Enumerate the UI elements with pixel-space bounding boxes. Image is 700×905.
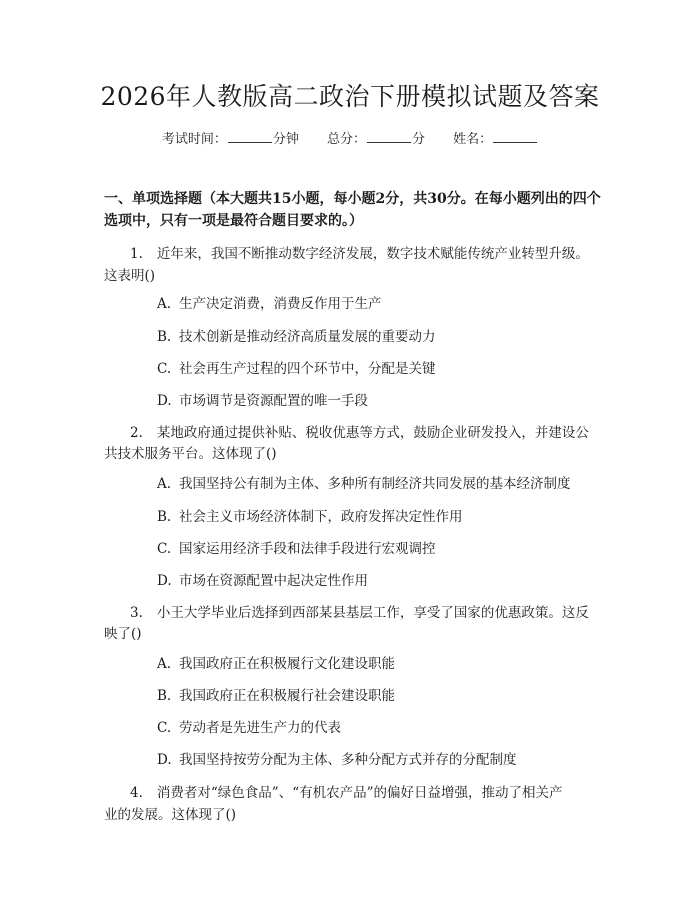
question-number: 1. <box>130 246 143 262</box>
question-1-stem-line1 <box>104 243 604 265</box>
question-2-stem-line1 <box>104 422 604 444</box>
page-title: 2026年人教版高二政治下册模拟试题及答案 <box>100 82 600 111</box>
time-blank <box>228 129 272 143</box>
question-number: 3. <box>130 605 143 621</box>
option-text: 技术创新是推动经济高质量发展的重要动力 <box>179 329 436 345</box>
question-2-stem-line2: 共技术服务平台。这体现了() <box>104 446 277 462</box>
question-2-option-c <box>157 538 607 560</box>
question-2-option-a <box>157 473 607 495</box>
option-letter: A. <box>157 656 172 672</box>
score-label: 总分： <box>326 132 366 147</box>
total-score-field <box>327 129 425 151</box>
option-letter: D. <box>157 393 172 409</box>
option-text: 我国政府正在积极履行文化建设职能 <box>179 656 395 672</box>
option-letter: C. <box>157 541 172 557</box>
question-3-option-c <box>157 717 607 739</box>
name-label: 姓名： <box>453 132 493 147</box>
question-4-stem-line2: 业的发展。这体现了() <box>104 807 237 823</box>
option-letter: C. <box>157 720 172 736</box>
question-1-option-d <box>157 390 607 412</box>
question-3-option-a <box>157 653 607 675</box>
question-stem: 近年来，我国不断推动数字经济发展，数字技术赋能传统产业转型升级。 <box>156 246 589 262</box>
option-text: 我国政府正在积极履行社会建设职能 <box>179 688 395 704</box>
question-2-option-b <box>157 506 607 528</box>
question-1-option-a <box>157 293 607 315</box>
question-2-option-d <box>157 570 607 592</box>
option-text: 我国坚持按劳分配为主体、多种分配方式并存的分配制度 <box>179 752 517 768</box>
question-3-option-d <box>157 749 607 771</box>
option-letter: B. <box>157 688 172 704</box>
score-unit: 分 <box>412 132 426 147</box>
question-4-stem-line1 <box>104 782 604 804</box>
question-1-option-b <box>157 326 607 348</box>
score-blank <box>367 129 411 143</box>
option-letter: B. <box>157 329 172 345</box>
exam-time-field <box>162 129 299 151</box>
option-text: 我国坚持公有制为主体、多种所有制经济共同发展的基本经济制度 <box>179 476 571 492</box>
option-text: 社会再生产过程的四个环节中，分配是关键 <box>179 361 436 377</box>
exam-meta <box>0 129 700 151</box>
time-unit: 分钟 <box>272 132 299 147</box>
option-letter: A. <box>157 296 172 312</box>
time-label: 考试时间： <box>161 132 227 147</box>
option-letter: D. <box>157 573 172 589</box>
option-text: 劳动者是先进生产力的代表 <box>179 720 341 736</box>
question-number: 4. <box>130 785 143 801</box>
question-3-option-b <box>157 685 607 707</box>
name-field <box>453 129 538 151</box>
option-text: 生产决定消费，消费反作用于生产 <box>179 296 382 312</box>
question-3-stem-line2: 映了() <box>104 626 142 642</box>
question-stem: 某地政府通过提供补贴、税收优惠等方式，鼓励企业研发投入，并建设公 <box>156 425 589 441</box>
option-text: 国家运用经济手段和法律手段进行宏观调控 <box>179 541 436 557</box>
question-1-stem-line2: 这表明() <box>104 268 156 284</box>
option-text: 市场调节是资源配置的唯一手段 <box>179 393 368 409</box>
question-1-option-c <box>157 358 607 380</box>
option-letter: B. <box>157 509 172 525</box>
name-blank <box>493 129 537 143</box>
option-letter: C. <box>157 361 172 377</box>
section-heading: 一、单项选择题（本大题共15小题，每小题2分，共30分。在每小题列出的四个选项中，只有一项是最符合题目要求的。） <box>104 191 601 229</box>
option-letter: A. <box>157 476 172 492</box>
option-text: 市场在资源配置中起决定性作用 <box>179 573 368 589</box>
question-number: 2. <box>130 425 143 441</box>
question-3-stem-line1 <box>104 602 604 624</box>
option-letter: D. <box>157 752 172 768</box>
question-stem: 消费者对“绿色食品”、“有机农产品”的偏好日益增强，推动了相关产 <box>156 785 563 801</box>
option-text: 社会主义市场经济体制下，政府发挥决定性作用 <box>179 509 463 525</box>
question-stem: 小王大学毕业后选择到西部某县基层工作，享受了国家的优惠政策。这反 <box>156 605 589 621</box>
